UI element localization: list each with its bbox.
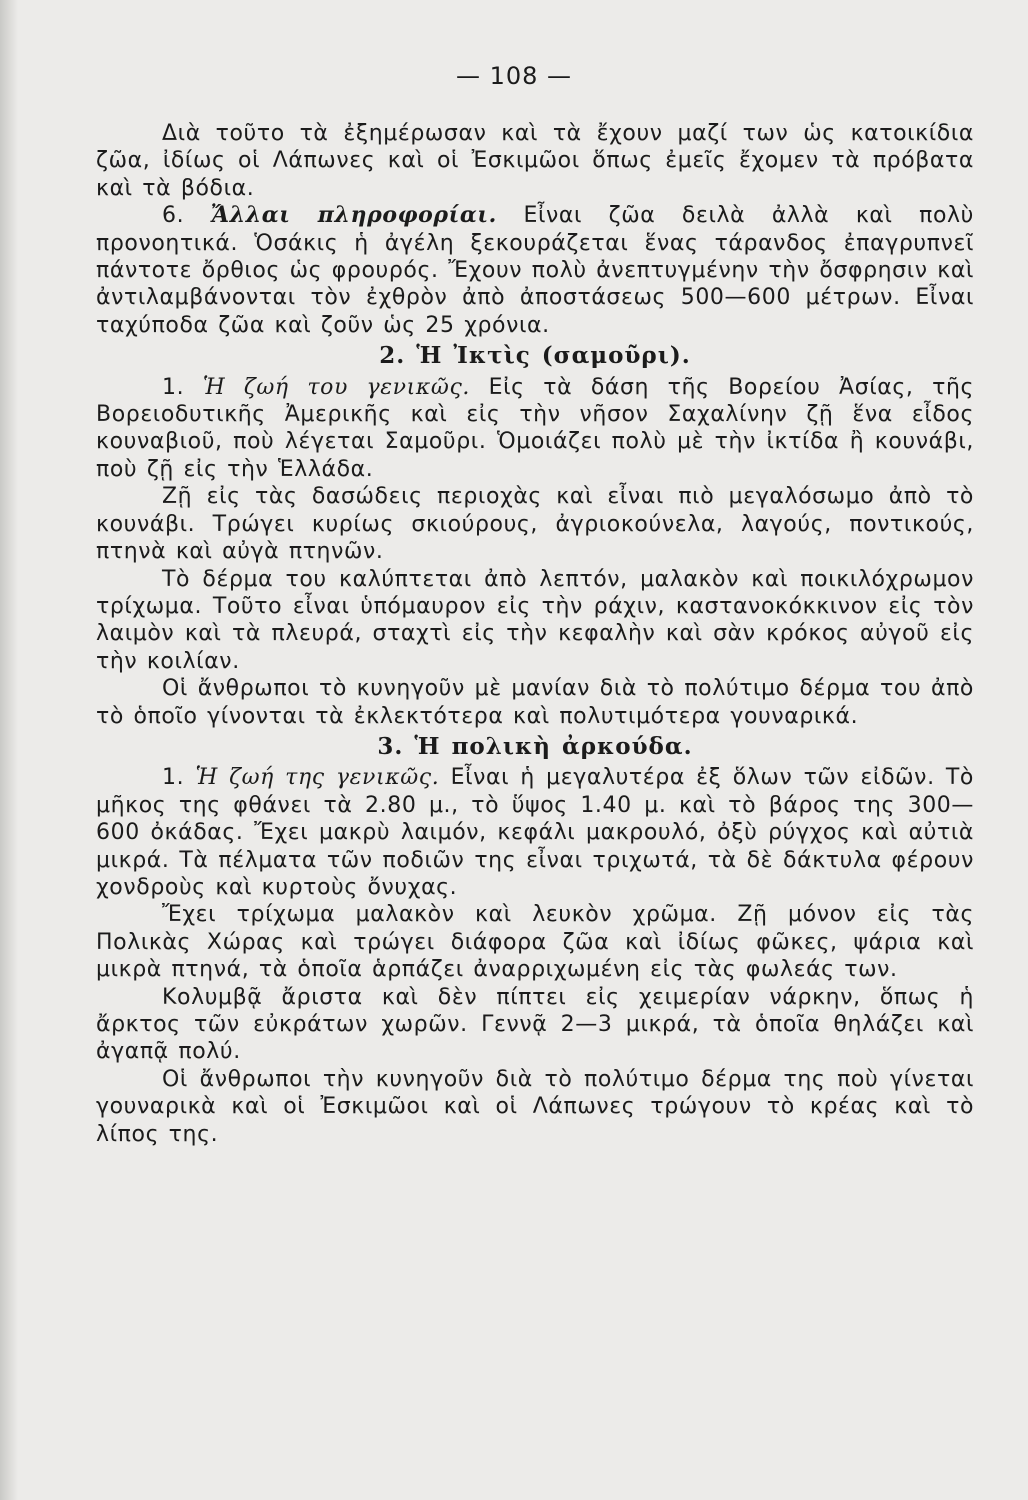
body-text: [96, 120, 974, 1148]
section-number: 6.: [162, 203, 185, 229]
paragraph-polar-bear-swimming: Κολυμβᾷ ἄριστα καὶ δὲν πίπτει εἰς χειμερίαν νάρκην, ὅπως ἡ ἄρκτος τῶν εὐκράτων χωρῶν. Γεννᾷ 2—3 μικρά, τὰ ὁποῖα θηλάζει καὶ ἀγαπᾷ πολύ.: [96, 984, 974, 1065]
paragraph-sable-hunting: Οἱ ἄνθρωποι τὸ κυνηγοῦν μὲ μανίαν διὰ τὸ πολύτιμο δέρμα του ἀπὸ τὸ ὁποῖο γίνονται τὰ ἐκλεκτότερα καὶ πολυτιμότερα γουναρικά.: [96, 676, 974, 729]
paragraph-other-information: [96, 202, 974, 339]
section-heading-sable: 2. Ἡ Ἰκτὶς (σαμοῦρι).: [379, 342, 691, 370]
subsection-heading: Ἡ ζωή της γενικῶς.: [195, 765, 440, 791]
paragraph-sable-habitat: Ζῇ εἰς τὰς δασώδεις περιοχὰς καὶ εἶναι πιὸ μεγαλόσωμο ἀπὸ τὸ κουνάβι. Τρώγει κυρίως σκιούρους, ἀγριοκούνελα, λαγούς, ποντικούς, πτηνὰ καὶ αὐγὰ πτηνῶν.: [96, 484, 974, 565]
paragraph-text: Εἰς τὰ δάση τῆς Βορείου Ἀσίας, τῆς Βορειοδυτικῆς Ἀμερικῆς καὶ εἰς τὴν νῆσον Σαχαλίνην ζῇ ἕνα εἶδος κουναβιοῦ, ποὺ λέγεται Σαμοῦρι. Ὁμοιάζει πολὺ μὲ τὴν ἰκτίδα ἢ κουνάβι, ποὺ ζῇ εἰς τὴν Ἑλλάδα.: [96, 374, 975, 482]
paragraph-polar-bear-diet: Ἔχει τρίχωμα μαλακὸν καὶ λευκὸν χρῶμα. Ζῇ μόνον εἰς τὰς Πολικὰς Χώρας καὶ τρώγει διάφορα ζῶα καὶ ἰδίως φῶκες, ψάρια καὶ μικρὰ πτηνά, τὰ ὁποῖα ἁρπάζει ἀναρριχωμένη εἰς τὰς φωλεάς των.: [96, 902, 974, 983]
paragraph-sable-fur: Τὸ δέρμα του καλύπτεται ἀπὸ λεπτόν, μαλακὸν καὶ ποικιλόχρωμον τρίχωμα. Τοῦτο εἶναι ὑπόμαυρον εἰς τὴν ράχιν, καστανοκόκκινον εἰς τὸν λαιμὸν καὶ τὰ πλευρά, σταχτὶ εἰς τὴν κεφαλὴν καὶ σὰν κρόκος αὐγοῦ εἰς τὴν κοιλίαν.: [96, 566, 974, 674]
paragraph-polar-bear-life: [96, 764, 974, 901]
paragraph-sable-life: [96, 374, 974, 484]
subsection-heading: Ἡ ζωή του γενικῶς.: [202, 374, 470, 400]
subsection-heading: Ἄλλαι πληροφορίαι.: [210, 202, 497, 229]
paragraph-text: Εἶναι ἡ μεγαλυτέρα ἐξ ὅλων τῶν εἰδῶν. Τὸ μῆκος της φθάνει τὰ 2.80 μ., τὸ ὕψος 1.40 μ. καὶ τὸ βάρος της 300—600 ὀκάδας. Ἔχει μακρὺ λαιμόν, κεφάλι μακρουλό, ὀξὺ ρύγχος καὶ αὐτιὰ μικρά. Τὰ πέλματα τῶν ποδιῶν της εἶναι τριχωτά, τὰ δὲ δάκτυλα φέρουν χονδροὺς καὶ κυρτοὺς ὄνυχας.: [96, 765, 974, 900]
section-number: 1.: [162, 765, 185, 791]
paragraph-polar-bear-hunting: Οἱ ἄνθρωποι τὴν κυνηγοῦν διὰ τὸ πολύτιμο δέρμα της ποὺ γίνεται γουναρικὰ καὶ οἱ Ἐσκιμῶοι καὶ οἱ Λάπωνες τρώγουν τὸ κρέας καὶ τὸ λίπος της.: [96, 1066, 974, 1147]
page-number: — 108 —: [455, 62, 573, 90]
section-number: 1.: [162, 374, 185, 400]
section-heading-polar-bear: 3. Ἡ πολικὴ ἀρκούδα.: [377, 732, 693, 760]
paragraph-text: Εἶναι ζῶα δειλὰ ἀλλὰ καὶ πολὺ προνοητικά. Ὁσάκις ἡ ἀγέλη ξεκουράζεται ἕνας τάρανδος ἐπαγρυπνεῖ πάντοτε ὄρθιος ὡς φρουρός. Ἔχουν πολὺ ἀνεπτυγμένην τὴν ὄσφρησιν καὶ ἀντιλαμβάνονται τὸν ἐχθρὸν ἀπὸ ἀποστάσεως 500—600 μέτρων. Εἶναι ταχύποδα ζῶα καὶ ζοῦν ὡς 25 χρόνια.: [96, 203, 974, 338]
page-edge-shadow: [0, 0, 18, 1500]
paragraph-reindeer-domestication: Διὰ τοῦτο τὰ ἐξημέρωσαν καὶ τὰ ἔχουν μαζί των ὡς κατοικίδια ζῶα, ἰδίως οἱ Λάπωνες καὶ οἱ Ἐσκιμῶοι ὅπως ἐμεῖς ἔχομεν τὰ πρόβατα καὶ τὰ βόδια.: [96, 121, 974, 201]
